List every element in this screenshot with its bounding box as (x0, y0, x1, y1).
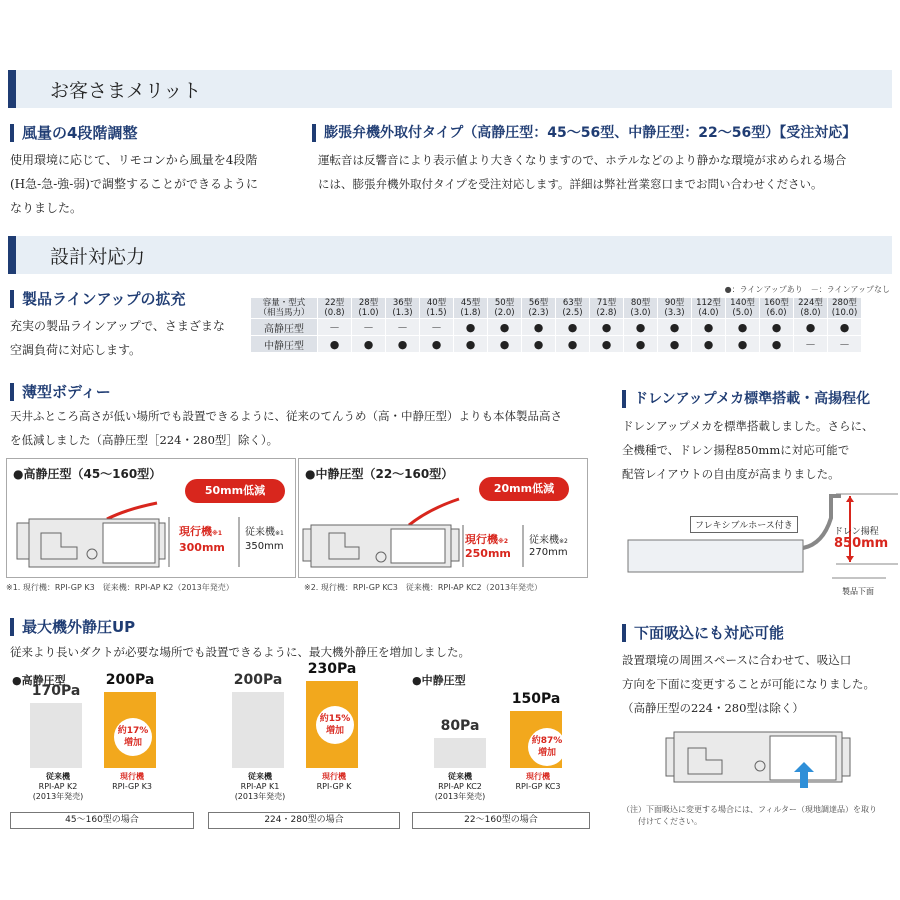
col-header (318, 298, 352, 319)
col-header (454, 298, 488, 319)
current-model (498, 772, 578, 792)
col-type: 45型 (460, 298, 481, 308)
group-caption: 224・280型の場合 (208, 812, 400, 829)
value-label-prev: 200Pa (233, 672, 283, 688)
text-line: を低減しました（高静圧型［224・280型］除く）。 (10, 433, 279, 447)
col-type: 40型 (426, 298, 447, 308)
value-label-current: 230Pa (307, 660, 357, 677)
current-model (92, 772, 172, 792)
note-line: （注）下面吸込に変更する場合には、フィルター（現地調達品）を取り (622, 805, 878, 814)
col-hp: (8.0) (800, 308, 821, 318)
table-cell: ● (454, 319, 488, 336)
group-caption: 45～160型の場合 (10, 812, 194, 829)
text-line: 配管レイアウトの自由度が高まりました。 (622, 467, 840, 481)
current-model (294, 772, 374, 792)
table-cell: ● (352, 336, 386, 353)
text-line: 方向を下面に変更することが可能になりました。 (622, 677, 875, 691)
drain-body (622, 414, 898, 486)
col-hp: (10.0) (831, 308, 858, 318)
text-line: 設置環境の周囲スペースに合わせて、吸込口 (622, 653, 852, 667)
text-line: 天井ふところ高さが低い場所でも設置できるように、従来のてんうめ（高・中静圧型）よりも本体製品高さ (10, 409, 562, 423)
thin-mid-panel (298, 458, 588, 578)
valve-body (318, 148, 898, 196)
table-cell: ● (318, 336, 352, 353)
prev-model-name: RPI-AP K1 (240, 782, 280, 791)
group-title: ●中静圧型 (412, 674, 466, 687)
section-title: お客さまメリット (50, 80, 202, 102)
text-line: には、膨張弁機外取付タイプを受注対応します。詳細は弊社営業窓口までお問い合わせください。 (318, 177, 823, 191)
table-cell: ● (624, 319, 658, 336)
prev-label (529, 531, 568, 546)
col-type: 112型 (696, 298, 721, 308)
table-cell: － (794, 336, 828, 353)
increase-badge (528, 728, 566, 766)
lift-label: ドレン揚程 (834, 527, 879, 537)
group-caption: 22～160型の場合 (412, 812, 590, 829)
current-name: 現行機 (526, 772, 550, 781)
current-label (465, 531, 508, 547)
col-hp: (0.8) (324, 308, 345, 318)
lineup-title: 製品ラインアップの拡充 (10, 290, 186, 308)
intake-body (622, 648, 898, 720)
table-cell: － (420, 319, 454, 336)
unit-drawing (7, 459, 295, 577)
prev-model-name: RPI-AP K2 (38, 782, 78, 791)
bar-prev (232, 692, 284, 768)
col-hp: (1.5) (426, 308, 447, 318)
floor-label: 製品下面 (842, 587, 874, 596)
col-header (726, 298, 760, 319)
table-cell: ● (692, 319, 726, 336)
text-line: 運転音は反響音により表示値より大きくなりますので、ホテルなどのより静かな環境が求められる場合 (318, 153, 847, 167)
table-cell: ● (726, 319, 760, 336)
lineup-body (10, 314, 250, 362)
table-cell: ● (386, 336, 420, 353)
prev-model (18, 772, 98, 802)
pressure-title: 最大機外静圧UP (10, 618, 135, 636)
value-label-prev: 80Pa (440, 717, 480, 734)
table-cell: ● (624, 336, 658, 353)
prev-name: 従来機 (448, 772, 472, 781)
reduction-badge: 20mm低減 (479, 477, 569, 501)
col-header (488, 298, 522, 319)
col-header (828, 298, 862, 319)
table-header-row (251, 298, 862, 319)
col-header (692, 298, 726, 319)
thin-title: 薄型ボディー (10, 383, 111, 401)
col-hp: (2.5) (562, 308, 583, 318)
pressure-body: 従来より長いダクトが必要な場所でも設置できるように、最大機外静圧を増加しました。 (10, 645, 470, 659)
prev-name: 従来機 (529, 535, 559, 546)
increase-badge (114, 718, 152, 756)
table-cell: ● (590, 319, 624, 336)
value-label-current: 150Pa (511, 691, 561, 707)
text-line: 使用環境に応じて、リモコンから風量を4段階 (10, 153, 258, 167)
intake-title: 下面吸込にも対応可能 (622, 624, 784, 642)
table-cell: ● (522, 319, 556, 336)
col-hp: (1.0) (358, 308, 379, 318)
airflow-title: 風量の4段階調整 (10, 124, 137, 142)
text-line: (H急-急-強-弱)で調整することができるように (10, 177, 258, 191)
table-cell: ● (590, 336, 624, 353)
lineup-legend: ●：ラインアップあり －：ラインアップなし (724, 285, 890, 294)
current-name: 現行機 (322, 772, 346, 781)
col-type: 63型 (562, 298, 583, 308)
col-header (760, 298, 794, 319)
increase-pct: 約87% (531, 736, 563, 746)
col-header (522, 298, 556, 319)
col-type: 22型 (324, 298, 345, 308)
table-row (251, 319, 862, 336)
footnote-mark: ※2 (498, 538, 509, 545)
table-cell: － (352, 319, 386, 336)
prev-model-year: (2013年発売) (32, 792, 84, 801)
col-hp: (1.8) (460, 308, 481, 318)
current-model-name: RPI-GP K (316, 782, 352, 791)
col-type: 224型 (798, 298, 823, 308)
table-cell: － (828, 336, 862, 353)
increase-pct: 約15% (319, 714, 351, 724)
col-hp: (1.3) (392, 308, 413, 318)
col-hp: (2.3) (528, 308, 549, 318)
hose-label: フレキシブルホース付き (690, 516, 798, 533)
increase-word: 増加 (325, 726, 344, 736)
table-cell: ● (658, 336, 692, 353)
prev-model-name: RPI-AP KC2 (438, 782, 482, 791)
col-hp: (2.0) (494, 308, 515, 318)
col-type: 28型 (358, 298, 379, 308)
header-label (251, 298, 318, 319)
drain-title: ドレンアップメカ標準搭載・高揚程化 (622, 390, 870, 408)
note-line: 付けてください。 (638, 817, 702, 826)
col-header (624, 298, 658, 319)
lineup-table (250, 297, 862, 353)
footnote-mark: ※1 (212, 530, 223, 537)
increase-word: 増加 (537, 748, 556, 758)
prev-name: 従来機 (245, 527, 275, 538)
prev-model-year: (2013年発売) (234, 792, 286, 801)
current-name: 現行機 (179, 525, 212, 538)
prev-model (220, 772, 300, 802)
text-line: 全機種で、ドレン揚程850mmに対応可能で (622, 443, 850, 457)
text-line: なりました。 (10, 201, 83, 215)
table-cell: ● (488, 319, 522, 336)
table-cell: ● (522, 336, 556, 353)
prev-label (245, 523, 284, 538)
current-name: 現行機 (465, 533, 498, 546)
col-hp: (3.3) (664, 308, 685, 318)
prev-name: 従来機 (46, 772, 70, 781)
bar-prev (30, 703, 82, 768)
text-line: 充実の製品ラインアップで、さまざまな (10, 319, 225, 333)
col-type: 90型 (664, 298, 685, 308)
prev-model (420, 772, 500, 802)
value-label-current: 200Pa (105, 672, 155, 688)
current-name: 現行機 (120, 772, 144, 781)
value-label-prev: 170Pa (31, 683, 81, 700)
col-hp: (4.0) (698, 308, 719, 318)
text-line: 空調負荷に対応します。 (10, 343, 142, 357)
col-type: 140型 (730, 298, 755, 308)
col-hp: (5.0) (732, 308, 753, 318)
col-type: 160型 (764, 298, 789, 308)
section-title: 設計対応力 (50, 246, 146, 268)
header-label-line: （相当馬力） (258, 308, 310, 318)
text-line: （高静圧型の224・280型は除く） (622, 701, 804, 715)
table-cell: ● (658, 319, 692, 336)
increase-badge (316, 706, 354, 744)
group-title: ●高静圧型 (12, 674, 66, 687)
text-line: ドレンアップメカを標準搭載しました。さらに、 (622, 419, 874, 433)
col-header (794, 298, 828, 319)
prev-name: 従来機 (248, 772, 272, 781)
col-header (420, 298, 454, 319)
panel-title: ●中静圧型（22～160型） (305, 467, 454, 481)
current-height: 250mm (465, 547, 511, 560)
col-header (658, 298, 692, 319)
row-label: 高静圧型 (251, 319, 318, 336)
col-header (556, 298, 590, 319)
footnote-mark: ※2 (559, 538, 568, 545)
prev-height: 270mm (529, 547, 568, 558)
reduction-badge: 50mm低減 (185, 479, 285, 503)
prev-height: 350mm (245, 541, 284, 552)
section-header-merit (8, 70, 892, 108)
table-cell: － (386, 319, 420, 336)
thin-body (10, 404, 610, 452)
col-type: 36型 (392, 298, 413, 308)
lift-value: 850mm (834, 536, 889, 551)
col-header (352, 298, 386, 319)
thin-mid-note: ※2. 現行機：RPI-GP KC3 従来機：RPI-AP KC2（2013年発売） (304, 583, 542, 592)
section-header-design (8, 236, 892, 274)
intake-diagram (664, 726, 854, 792)
airflow-body (10, 148, 300, 220)
footnote-mark: ※1 (275, 530, 284, 537)
table-cell: ● (420, 336, 454, 353)
table-cell: ● (760, 336, 794, 353)
increase-word: 増加 (123, 738, 142, 748)
table-cell: ● (794, 319, 828, 336)
col-hp: (2.8) (596, 308, 617, 318)
col-type: 50型 (494, 298, 515, 308)
table-cell: ● (760, 319, 794, 336)
thin-high-panel (6, 458, 296, 578)
col-type: 56型 (528, 298, 549, 308)
col-hp: (6.0) (766, 308, 787, 318)
current-model-name: RPI-GP KC3 (515, 782, 561, 791)
table-cell: ● (488, 336, 522, 353)
table-cell: ● (828, 319, 862, 336)
valve-title: 膨張弁機外取付タイプ（高静圧型：45～56型、中静圧型：22～56型）【受注対応】 (312, 124, 856, 142)
current-label (179, 523, 222, 539)
col-header (386, 298, 420, 319)
table-cell: ● (556, 319, 590, 336)
table-cell: ● (692, 336, 726, 353)
intake-note (622, 804, 877, 828)
increase-pct: 約17% (117, 726, 149, 736)
col-type: 80型 (630, 298, 651, 308)
panel-title: ●高静圧型（45～160型） (13, 467, 162, 481)
table-cell: － (318, 319, 352, 336)
bar-prev (434, 738, 486, 768)
table-cell: ● (726, 336, 760, 353)
table-cell: ● (556, 336, 590, 353)
header-label-line: 容量・型式 (262, 298, 306, 308)
prev-model-year: (2013年発売) (434, 792, 486, 801)
col-hp: (3.0) (630, 308, 651, 318)
row-label: 中静圧型 (251, 336, 318, 353)
col-header (590, 298, 624, 319)
col-type: 280型 (832, 298, 857, 308)
table-cell: ● (454, 336, 488, 353)
current-model-name: RPI-GP K3 (112, 782, 152, 791)
col-type: 71型 (596, 298, 617, 308)
table-row (251, 336, 862, 353)
current-height: 300mm (179, 541, 225, 554)
thin-high-note: ※1. 現行機：RPI-GP K3 従来機：RPI-AP K2（2013年発売） (6, 583, 234, 592)
